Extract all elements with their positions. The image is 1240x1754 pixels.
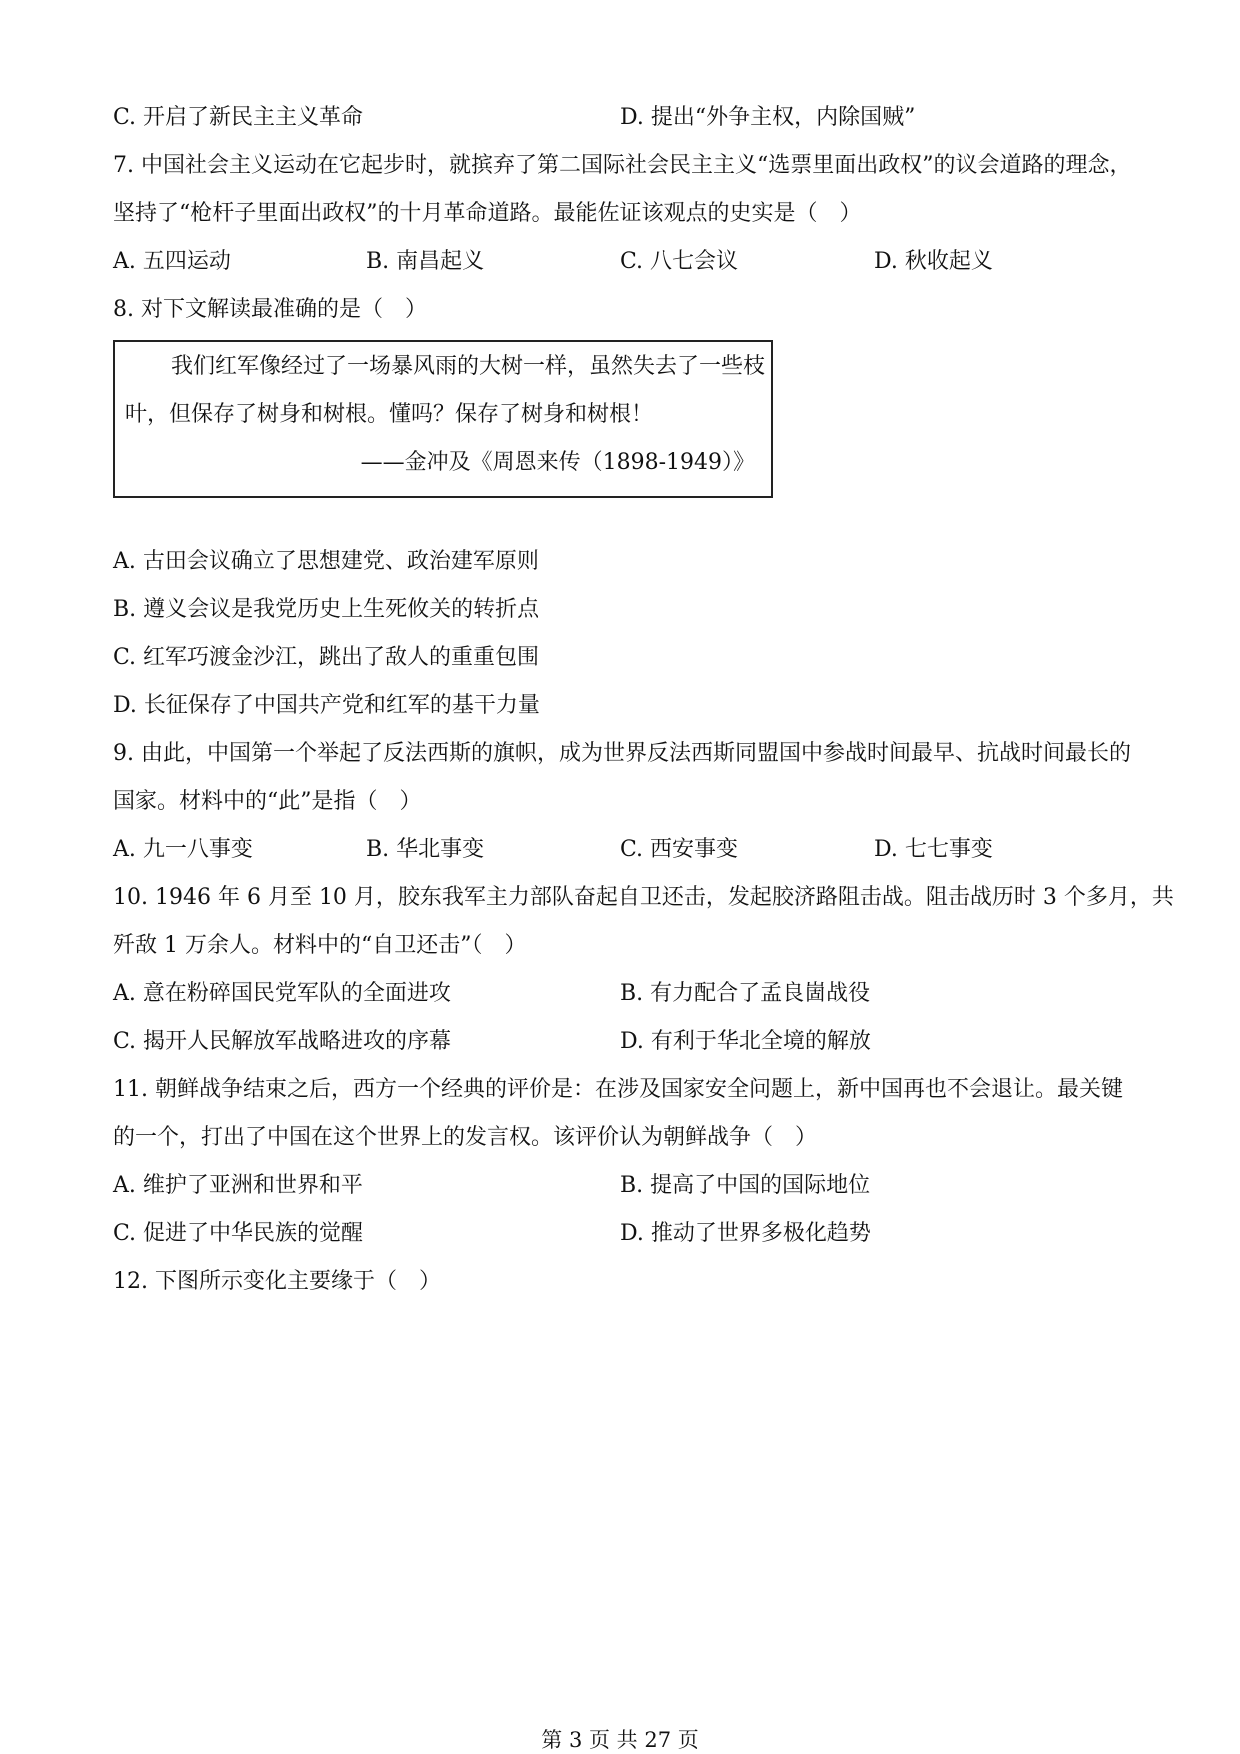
q7-option-b: B. 南昌起义 bbox=[366, 249, 485, 274]
q8-option-b: B. 遵义会议是我党历史上生死攸关的转折点 bbox=[113, 597, 540, 622]
quote-source: ——金冲及《周恩来传（1898-1949）》 bbox=[360, 450, 755, 475]
q8-option-a: A. 古田会议确立了思想建党、政治建军原则 bbox=[113, 549, 539, 574]
q10-stem-line2: 歼敌 1 万余人。材料中的“自卫还击”（ ） bbox=[113, 933, 527, 958]
q11-option-b: B. 提高了中国的国际地位 bbox=[620, 1173, 871, 1198]
q9-option-c: C. 西安事变 bbox=[620, 837, 739, 862]
q9-stem-line1: 9. 由此，中国第一个举起了反法西斯的旗帜，成为世界反法西斯同盟国中参战时间最早、抗战时间最长的 bbox=[113, 741, 1131, 766]
q9-option-b: B. 华北事变 bbox=[366, 837, 485, 862]
quote-line2: 叶，但保存了树身和树根。懂吗？保存了树身和树根！ bbox=[125, 402, 654, 427]
q10-option-a: A. 意在粉碎国民党军队的全面进攻 bbox=[113, 981, 451, 1006]
q10-option-d: D. 有利于华北全境的解放 bbox=[620, 1029, 871, 1054]
q11-stem-line1: 11. 朝鲜战争结束之后，西方一个经典的评价是：在涉及国家安全问题上，新中国再也不会退让。最关键 bbox=[113, 1077, 1123, 1102]
q8-option-c: C. 红军巧渡金沙江，跳出了敌人的重重包围 bbox=[113, 645, 540, 670]
q7-stem-line1: 7. 中国社会主义运动在它起步时，就摈弃了第二国际社会民主主义“选票里面出政权”的议会道路的理念， bbox=[113, 153, 1132, 178]
q10-stem-line1: 10. 1946 年 6 月至 10 月，胶东我军主力部队奋起自卫还击，发起胶济路阻击战。阻击战历时 3 个多月，共 bbox=[113, 885, 1174, 910]
q7-option-c: C. 八七会议 bbox=[620, 249, 739, 274]
q9-option-a: A. 九一八事变 bbox=[113, 837, 253, 862]
q11-option-d: D. 推动了世界多极化趋势 bbox=[620, 1221, 871, 1246]
quote-line1: 我们红军像经过了一场暴风雨的大树一样，虽然失去了一些枝 bbox=[171, 354, 766, 379]
q10-option-b: B. 有力配合了孟良崮战役 bbox=[620, 981, 871, 1006]
quote-box bbox=[113, 340, 773, 498]
q8-stem: 8. 对下文解读最准确的是（ ） bbox=[113, 297, 427, 322]
q6-option-d: D. 提出“外争主权，内除国贼” bbox=[620, 105, 916, 130]
q10-option-c: C. 揭开人民解放军战略进攻的序幕 bbox=[113, 1029, 452, 1054]
q6-option-c: C. 开启了新民主主义革命 bbox=[113, 105, 364, 130]
q9-option-d: D. 七七事变 bbox=[874, 837, 993, 862]
q11-stem-line2: 的一个，打出了中国在这个世界上的发言权。该评价认为朝鲜战争（ ） bbox=[113, 1125, 818, 1150]
q11-option-c: C. 促进了中华民族的觉醒 bbox=[113, 1221, 364, 1246]
q7-option-d: D. 秋收起义 bbox=[874, 249, 993, 274]
q12-stem: 12. 下图所示变化主要缘于（ ） bbox=[113, 1269, 441, 1294]
q7-option-a: A. 五四运动 bbox=[113, 249, 231, 274]
q11-option-a: A. 维护了亚洲和世界和平 bbox=[113, 1173, 363, 1198]
q9-stem-line2: 国家。材料中的“此”是指（ ） bbox=[113, 789, 422, 814]
page-number: 第 3 页 共 27 页 bbox=[541, 1728, 699, 1752]
q8-option-d: D. 长征保存了中国共产党和红军的基干力量 bbox=[113, 693, 540, 718]
q7-stem-line2: 坚持了“枪杆子里面出政权”的十月革命道路。最能佐证该观点的史实是（ ） bbox=[113, 201, 862, 226]
